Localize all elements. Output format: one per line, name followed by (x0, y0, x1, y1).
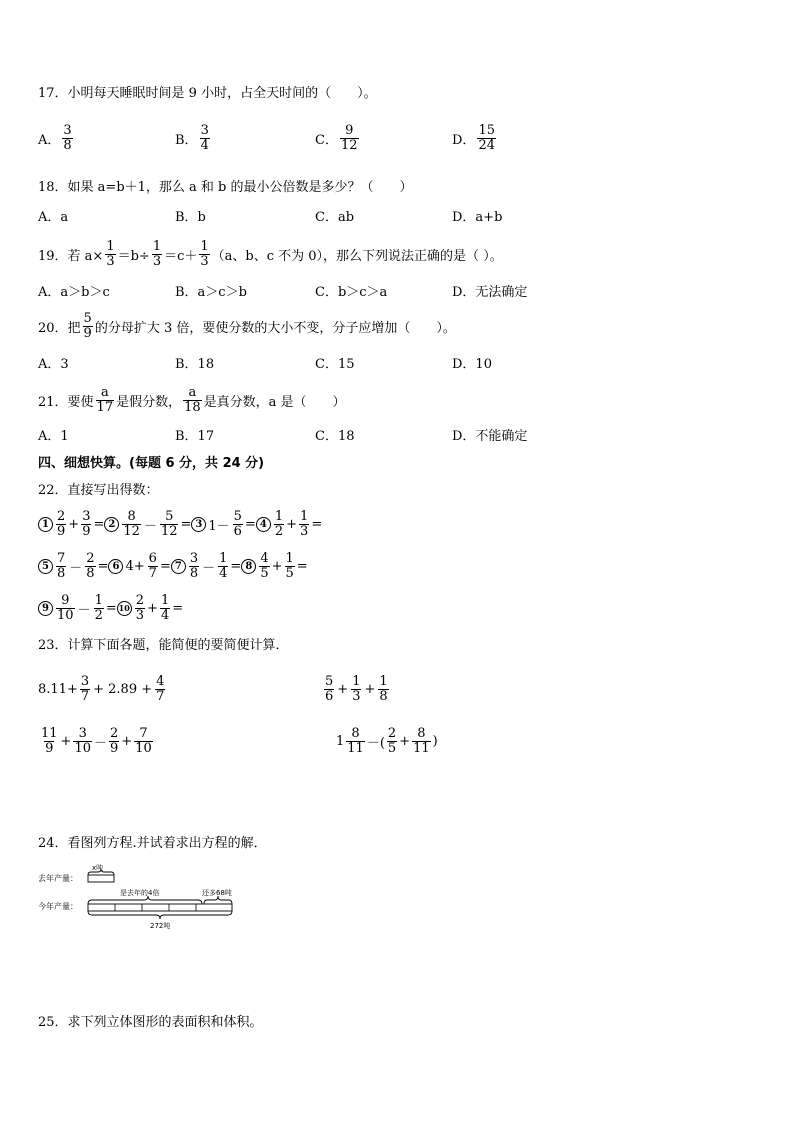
q19-option-a[interactable]: A．a＞b＞c (38, 284, 110, 300)
question-17-options (38, 118, 598, 158)
circle-number-2: 2 (104, 517, 119, 532)
q19-option-b[interactable]: B．a＞c＞b (175, 284, 247, 300)
q23-problem-3: $\frac{11}{9}$ + $\frac{3}{10}$ － $\frac{2}{9}$ + $\frac{7}{10}$ (41, 725, 152, 756)
last-year-bar (88, 875, 114, 882)
q22-row-1: 1 $\frac{2}{9}$ + $\frac{3}{9}$ = 2 $\frac{8}{12}$ － $\frac{5}{12}$ = 3 1－ $\frac{5}{6}$ = 4 $\frac{1}{2}$ + $\frac{1}{3}$ = (38, 504, 322, 544)
q19-option-d[interactable]: D．无法确定 (452, 284, 528, 300)
circle-number-6: 6 (108, 559, 123, 574)
q18-option-b[interactable]: B．b (175, 209, 206, 225)
this-year-bar (88, 904, 232, 911)
circle-number-8: 8 (241, 559, 256, 574)
q20-option-a[interactable]: A．3 (38, 356, 69, 372)
q20-option-d[interactable]: D．10 (452, 356, 492, 372)
question-20-stem: 20．把 $\frac{5}{9}$ 的分母扩大 3 倍，要使分数的大小不变，分子应增加（ ）。 (38, 310, 456, 341)
q18-option-d[interactable]: D．a+b (452, 209, 503, 225)
x-tons-label: x吨 (92, 864, 104, 872)
question-18-options (38, 197, 598, 233)
q23-problem-2: $\frac{5}{6}$ + $\frac{1}{3}$ + $\frac{1}{8}$ (325, 673, 388, 704)
last-year-label: 去年产量： (38, 874, 78, 883)
q17-option-a[interactable]: A． $\frac{3}{8}$ (38, 122, 72, 153)
q23-problem-1: 8.11+ $\frac{3}{7}$ + 2.89 + $\frac{4}{7}$ (38, 673, 165, 704)
question-20-options (38, 344, 598, 380)
more-label: 还多68吨 (202, 889, 232, 897)
circle-number-3: 3 (191, 517, 206, 532)
circle-number-7: 7 (171, 559, 186, 574)
q21-option-a[interactable]: A．1 (38, 428, 69, 444)
question-21-options (38, 416, 598, 452)
production-diagram (38, 860, 258, 940)
section-4-heading: 四、细想快算。(每题 6 分，共 24 分) (38, 456, 265, 471)
question-19-stem: 19．若 a× $\frac{1}{3}$ ＝b÷ $\frac{1}{3}$ ＝c＋ $\frac{1}{3}$ （a、b、c 不为 0），那么下列说法正确的是（ ）。 (38, 238, 503, 269)
q20-option-c[interactable]: C．15 (315, 356, 355, 372)
question-25-stem: 25．求下列立体图形的表面积和体积。 (38, 1015, 263, 1030)
times-label: 是去年的4倍 (120, 889, 160, 897)
q17-option-b[interactable]: B． $\frac{3}{4}$ (175, 122, 209, 153)
total-brace (88, 911, 232, 919)
question-17-stem: 17．小明每天睡眠时间是 9 小时，占全天时间的（ ）。 (38, 86, 377, 101)
q20-option-b[interactable]: B．18 (175, 356, 215, 372)
more-brace (204, 896, 232, 904)
q21-option-c[interactable]: C．18 (315, 428, 355, 444)
question-19-options (38, 272, 598, 308)
q17-option-d[interactable]: D． $\frac{15}{24}$ (452, 122, 495, 153)
question-21-stem: 21．要使 $\frac{a}{17}$ 是假分数， $\frac{a}{18}$ 是真分数，a 是（ ） (38, 384, 346, 415)
question-22-stem: 22．直接写出得数： (38, 483, 159, 498)
q19-option-c[interactable]: C．b＞c＞a (315, 284, 388, 300)
q18-option-a[interactable]: A．a (38, 209, 69, 225)
q21-option-d[interactable]: D．不能确定 (452, 428, 528, 444)
q18-option-c[interactable]: C．ab (315, 209, 355, 225)
circle-number-4: 4 (256, 517, 271, 532)
circle-number-1: 1 (38, 517, 53, 532)
times-brace (88, 896, 202, 904)
circle-number-5: 5 (38, 559, 53, 574)
circle-number-9: 9 (38, 601, 53, 616)
circle-number-10: 10 (117, 601, 132, 616)
question-23-stem: 23．计算下面各题，能简便的要简便计算． (38, 638, 289, 653)
question-18-stem: 18．如果 a=b＋1，那么 a 和 b 的最小公倍数是多少？（ ） (38, 180, 413, 195)
q21-option-b[interactable]: B．17 (175, 428, 215, 444)
question-24-stem: 24．看图列方程.并试着求出方程的解． (38, 836, 267, 851)
this-year-label: 今年产量： (38, 902, 78, 911)
q22-row-3: 9 $\frac{9}{10}$ － $\frac{1}{2}$ = 10 $\frac{2}{3}$ + $\frac{1}{4}$ = (38, 588, 183, 628)
q23-problem-4: 1 $\frac{8}{11}$ －( $\frac{2}{5}$ + $\frac{8}{11}$ ) (336, 725, 438, 756)
q17-option-c[interactable]: C． $\frac{9}{12}$ (315, 122, 358, 153)
total-label: 272吨 (150, 922, 171, 930)
q22-row-2: 5 $\frac{7}{8}$ － $\frac{2}{8}$ = 6 4+ $\frac{6}{7}$ = 7 $\frac{3}{8}$ － $\frac{1}{4}$ = 8 $\frac{4}{5}$ + $\frac{1}{5}$ = (38, 546, 308, 586)
